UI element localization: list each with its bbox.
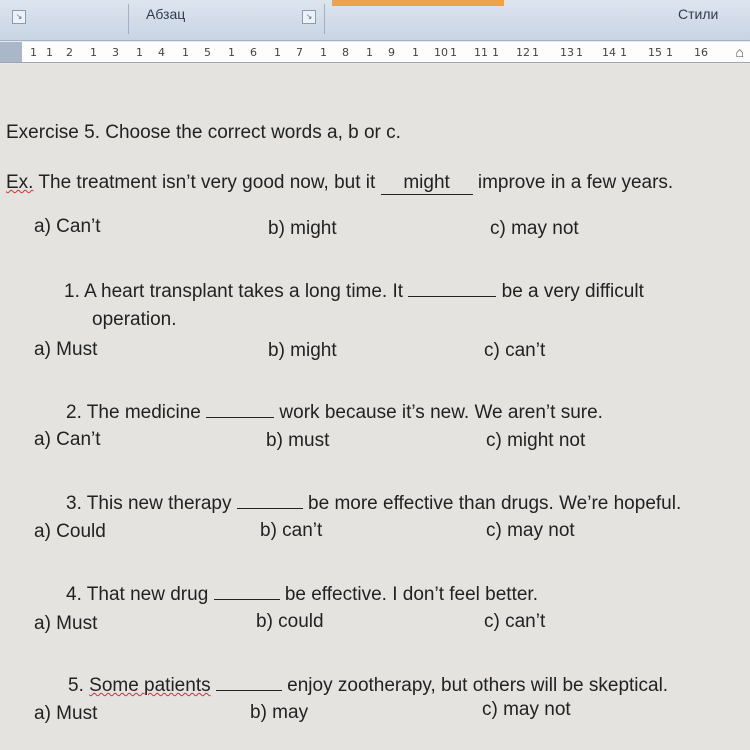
question-1-option-c: c) can’t [484, 340, 546, 361]
ruler-tick: 12 [516, 46, 530, 59]
ruler-tick: 1 [492, 46, 499, 59]
ruler-tick: 1 [666, 46, 673, 59]
question-text-before: This new therapy [86, 493, 232, 514]
question-5-option-a: a) Must [34, 703, 98, 724]
example-option-a: a) Can’t [34, 216, 101, 237]
question-number: 4. [66, 584, 82, 605]
ruler-tick: 1 [90, 46, 97, 59]
question-1-continuation: operation. [92, 309, 177, 330]
answer-blank [214, 581, 280, 600]
question-4-option-b: b) could [256, 611, 324, 632]
example-prefix: Ex. [6, 172, 34, 193]
question-2-option-a: a) Can’t [34, 429, 101, 450]
ruler-tick: 15 [648, 46, 662, 59]
ruler-tick: 1 [620, 46, 627, 59]
ruler-tick: 1 [450, 46, 457, 59]
ruler-tick: 16 [694, 46, 708, 59]
ruler-tick: 5 [204, 46, 211, 59]
question-text-after: be effective. I don’t feel better. [284, 584, 538, 605]
ruler-tick: 1 [576, 46, 583, 59]
ruler-tick: 1 [182, 46, 189, 59]
question-3 [66, 490, 681, 515]
ruler-tick: 2 [66, 46, 73, 59]
question-5-option-b: b) may [250, 702, 309, 723]
question-3-option-b: b) can’t [260, 520, 323, 541]
question-text-before: Some patients [89, 675, 211, 696]
ribbon-separator [324, 4, 325, 34]
question-1 [64, 278, 644, 303]
example-text-after: improve in a few years. [477, 172, 674, 193]
ruler-tick: 1 [30, 46, 37, 59]
paragraph-group-label: Абзац [146, 6, 186, 22]
active-ribbon-button[interactable] [332, 0, 504, 6]
styles-group-label: Стили [678, 6, 719, 22]
ruler-tick: 4 [158, 46, 165, 59]
ruler-tick: 1 [228, 46, 235, 59]
horizontal-ruler[interactable] [0, 42, 750, 63]
question-text-before: A heart transplant takes a long time. It [84, 281, 404, 302]
question-text-after: enjoy zootherapy, but others will be skeptical. [287, 675, 669, 696]
question-2 [66, 399, 603, 424]
ruler-tick: 1 [136, 46, 143, 59]
question-2-option-c: c) might not [486, 430, 586, 451]
example-option-b: b) might [268, 218, 337, 239]
ruler-tick: 14 [602, 46, 616, 59]
answer-blank [206, 399, 274, 418]
ruler-tick: 1 [412, 46, 419, 59]
paragraph-dialog-launcher-icon[interactable]: ↘ [302, 10, 316, 24]
ribbon [0, 0, 750, 41]
question-text-after: be more effective than drugs. We’re hopeful. [308, 493, 682, 514]
question-1-option-a: a) Must [34, 339, 98, 360]
example-option-c: c) may not [490, 218, 579, 239]
question-text-before: The medicine [86, 402, 201, 423]
ruler-tick: 10 [434, 46, 448, 59]
ruler-tick: 13 [560, 46, 574, 59]
dialog-launcher-icon[interactable]: ↘ [12, 10, 26, 24]
question-5-option-c: c) may not [482, 699, 571, 720]
question-1-option-b: b) might [268, 340, 337, 361]
example-text-before: The treatment isn’t very good now, but it [38, 172, 376, 193]
ruler-tick: 7 [296, 46, 303, 59]
answer-blank [408, 278, 496, 297]
ruler-tick: 1 [46, 46, 53, 59]
question-number: 3. [66, 493, 82, 514]
question-number: 5. [68, 675, 84, 696]
ribbon-separator [128, 4, 129, 34]
answer-blank [237, 490, 303, 509]
question-4-option-c: c) can’t [484, 611, 546, 632]
question-2-option-b: b) must [266, 430, 330, 451]
exercise-title: Exercise 5. Choose the correct words a, b or c. [6, 122, 401, 143]
right-indent-marker-icon[interactable]: ⌂ [735, 44, 744, 60]
question-4-option-a: a) Must [34, 613, 98, 634]
ruler-tick: 8 [342, 46, 349, 59]
question-3-option-a: a) Could [34, 521, 106, 542]
ruler-tick: 1 [320, 46, 327, 59]
question-5 [68, 672, 668, 697]
question-text-after: work because it’s new. We aren’t sure. [279, 402, 603, 423]
ruler-tick: 1 [532, 46, 539, 59]
ruler-tick: 3 [112, 46, 119, 59]
ruler-tick: 1 [366, 46, 373, 59]
example-answer: might [381, 172, 473, 195]
question-3-option-c: c) may not [486, 520, 575, 541]
question-text-before: That new drug [86, 584, 209, 605]
ruler-tick: 11 [474, 46, 488, 59]
question-number: 1. [64, 281, 80, 302]
answer-blank [216, 672, 282, 691]
ruler-left-margin[interactable] [0, 42, 22, 62]
example-sentence [6, 172, 673, 195]
question-number: 2. [66, 402, 82, 423]
ruler-tick: 9 [388, 46, 395, 59]
ruler-tick: 6 [250, 46, 257, 59]
document-page[interactable] [0, 64, 750, 750]
question-4 [66, 581, 538, 606]
question-text-after: be a very difficult [501, 281, 644, 302]
ruler-tick: 1 [274, 46, 281, 59]
